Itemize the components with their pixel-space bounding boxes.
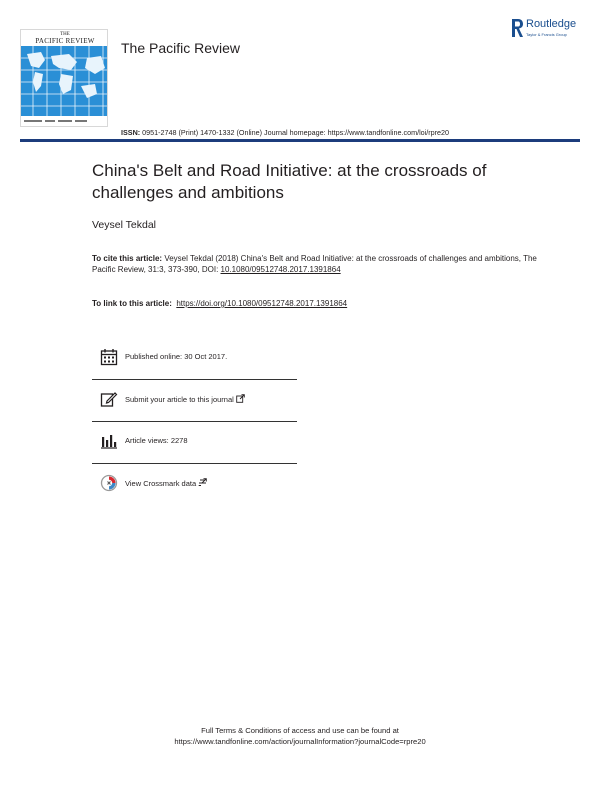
citation-doi-link[interactable]: 10.1080/09512748.2017.1391864 [220,265,341,274]
publisher-name: Routledge [526,18,577,30]
citation-text: Veysel Tekdal (2018) China's Belt and Road Initiative: at the crossroads of challenges and ambitions, The Pacific Review, 31:3, 373-390, DOI: [92,254,537,274]
crossmark-external-icon [198,478,207,487]
info-row-views [92,422,297,464]
cover-title-main: PACIFIC REVIEW [35,37,95,45]
publisher-tagline: Taylor & Francis Group [526,32,567,37]
info-row-crossmark[interactable] [92,464,297,506]
citation-block [92,253,562,275]
crossmark-label: View Crossmark data [125,479,197,488]
journal-homepage-link[interactable]: https://www.tandfonline.com/loi/rpre20 [327,128,450,137]
published-online-text: Published online: 30 Oct 2017. [125,352,228,361]
calendar-icon [100,348,118,366]
cover-footer-strip [24,119,106,123]
issn-label: ISSN: [121,128,141,137]
submit-article-link[interactable] [125,394,245,404]
article-info-list [92,338,297,506]
terms-footer [0,725,600,747]
submit-article-label: Submit your article to this journal [125,395,234,404]
info-row-published [92,338,297,380]
crossmark-link[interactable] [125,478,207,488]
issn-line [121,128,449,137]
info-row-submit[interactable] [92,380,297,422]
journal-name: The Pacific Review [121,40,241,56]
edit-icon [100,390,118,408]
issn-text: 0951-2748 (Print) 1470-1332 (Online) Journal homepage: [140,128,328,137]
article-views-text: Article views: 2278 [125,436,188,445]
article-author: Veysel Tekdal [92,219,157,231]
crossmark-icon [100,474,118,492]
header-divider [20,139,580,142]
bar-chart-icon [100,432,118,450]
globe-map-icon [21,46,108,116]
routledge-r-icon [510,17,524,39]
terms-text: Full Terms & Conditions of access and use can be found at [201,726,399,735]
article-title: China's Belt and Road Initiative: at the crossroads of challenges and ambitions [92,161,487,202]
citation-label: To cite this article: [92,254,163,263]
article-doi-url-link[interactable]: https://doi.org/10.1080/09512748.2017.1391864 [176,299,348,308]
publisher-logo[interactable] [510,17,590,43]
article-link-label: To link to this article: [92,299,172,308]
terms-url-link[interactable]: https://www.tandfonline.com/action/journalInformation?journalCode=rpre20 [174,737,426,746]
cover-title [21,32,108,44]
article-link-line [92,299,347,308]
journal-cover-image [20,29,108,127]
cover-title-top: THE [60,32,70,37]
external-link-icon [236,394,245,403]
cover-map-art [21,46,108,116]
